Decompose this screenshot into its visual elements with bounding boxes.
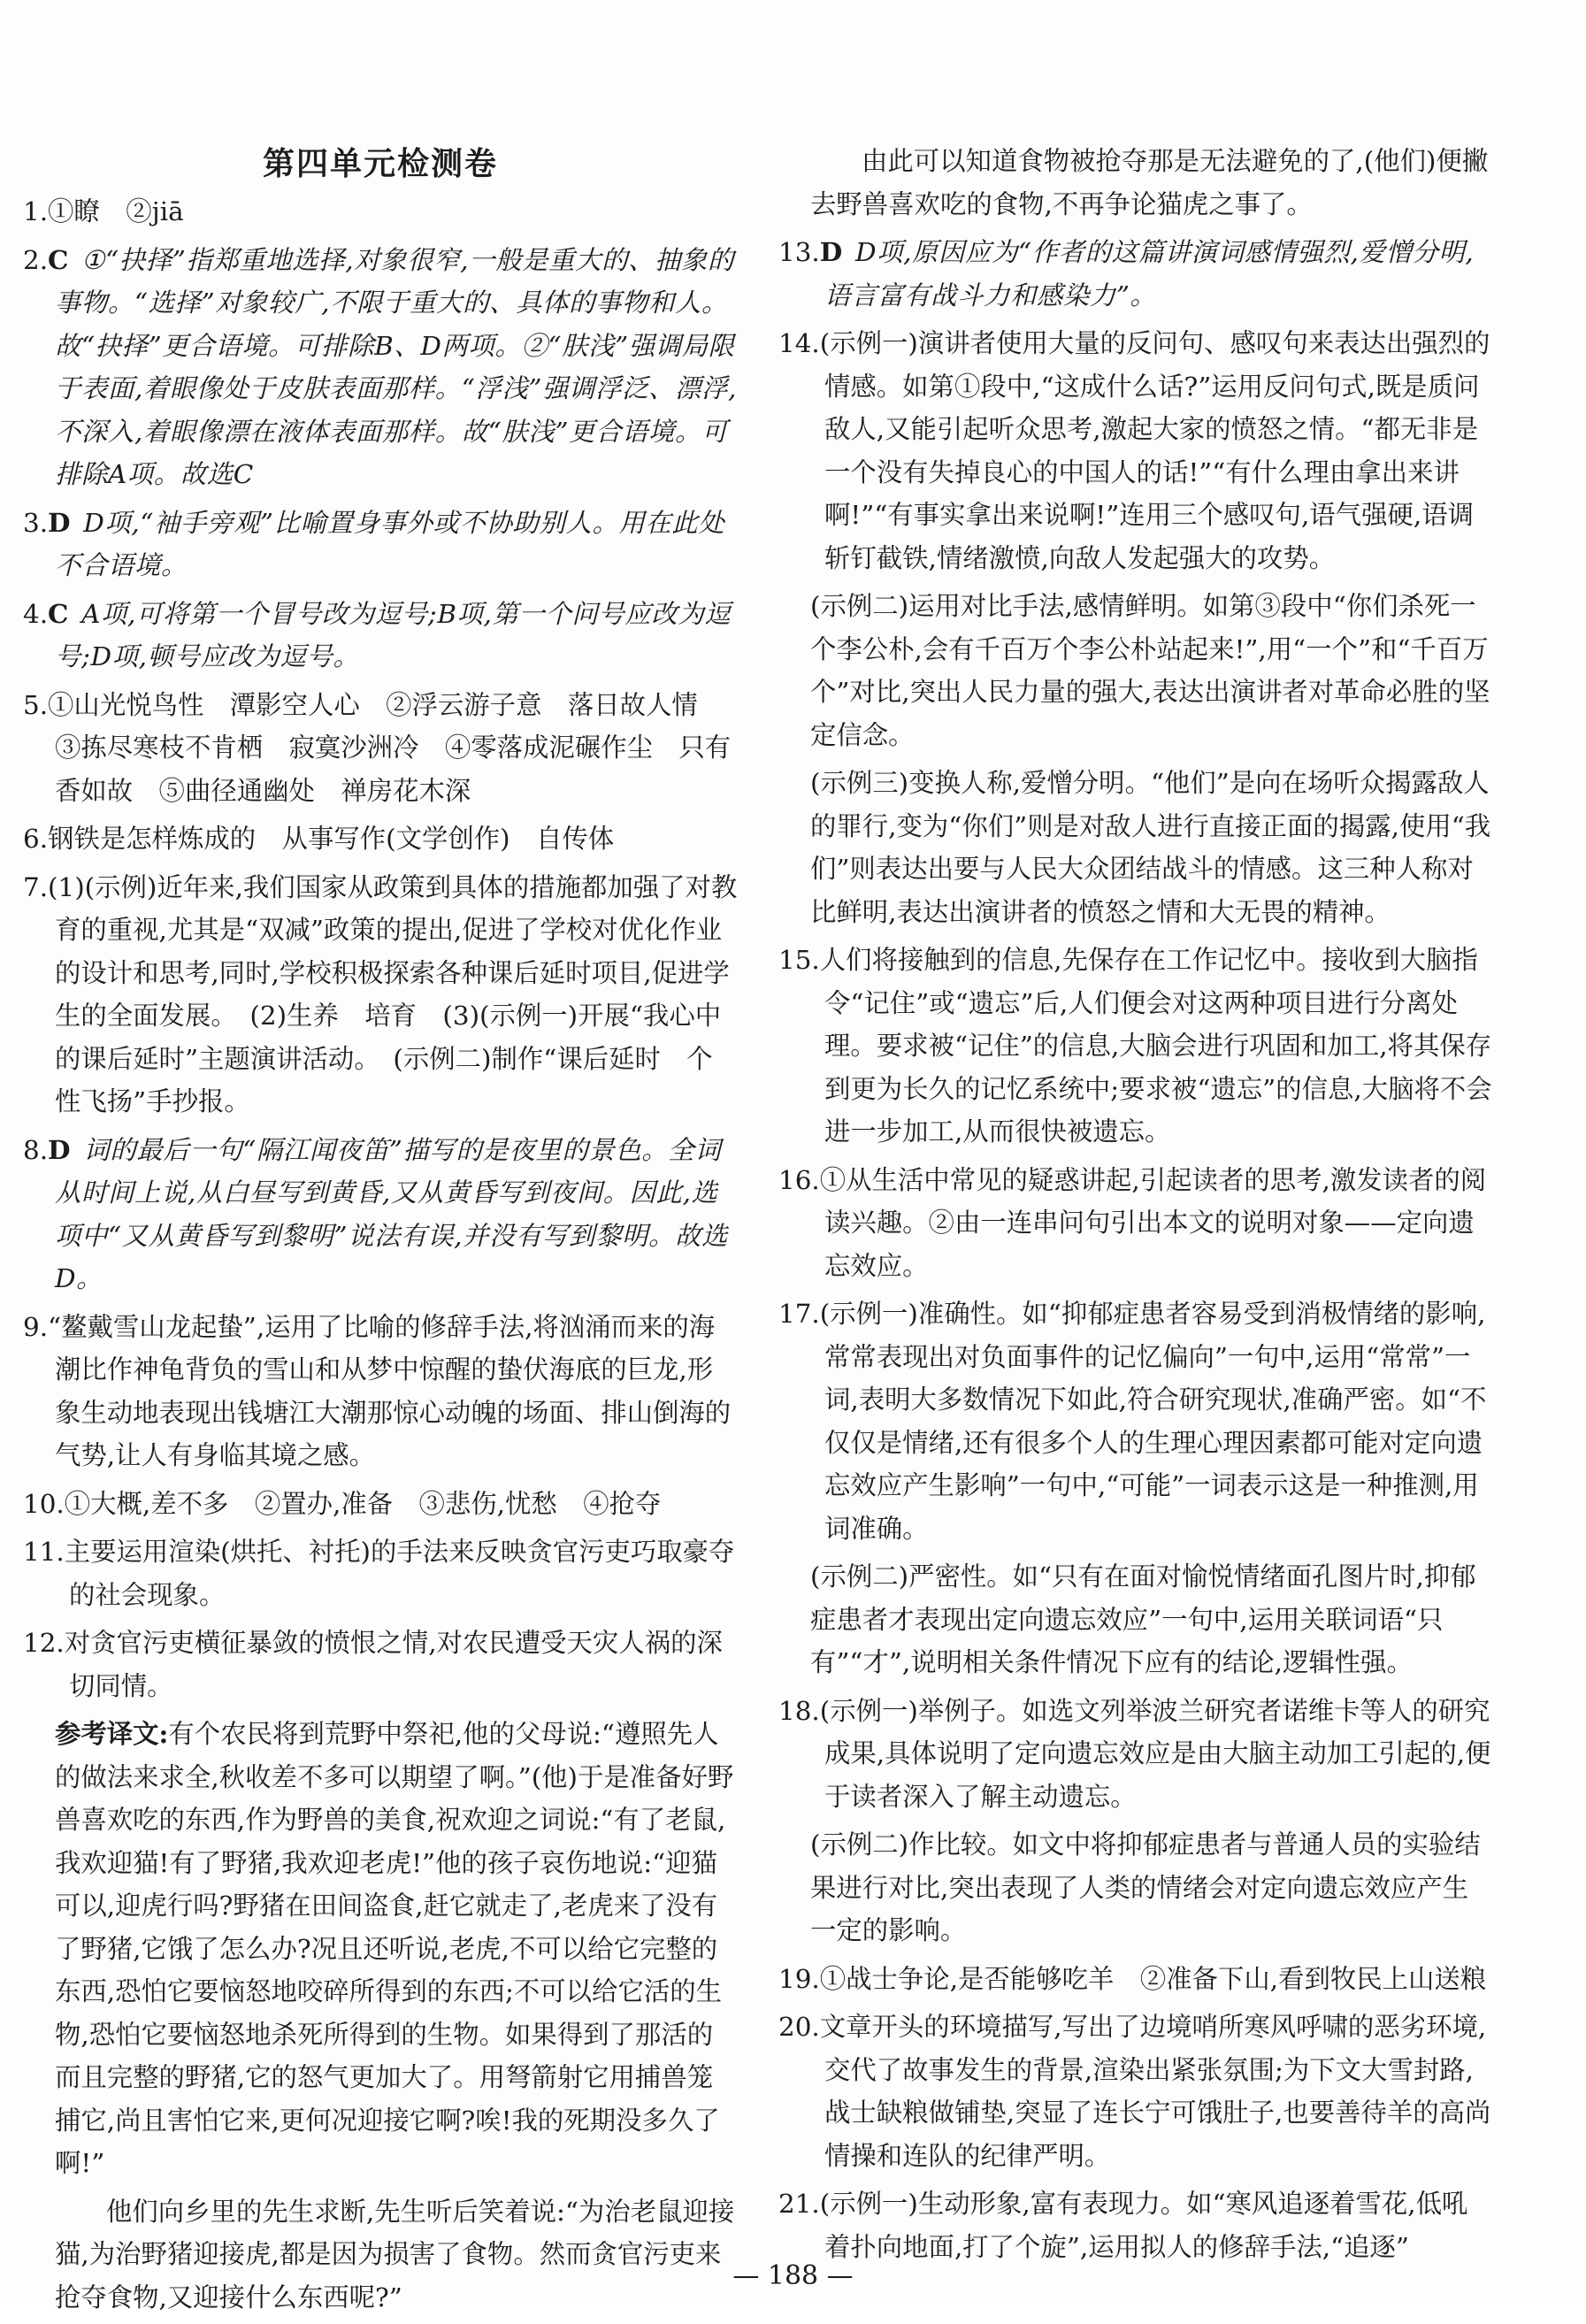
answer-item xyxy=(778,231,1493,317)
answer-item xyxy=(778,2006,1493,2177)
answer-item xyxy=(778,1159,1493,1288)
answer-choice: D xyxy=(48,1133,71,1165)
answer-item xyxy=(23,502,738,587)
item-text: ①从生活中常见的疑惑讲起,引起读者的思考,激发读者的阅读兴趣。②由一连串问句引出本文的说明对象——定向遗忘效应。 xyxy=(819,1164,1487,1281)
item-number: 2. xyxy=(23,244,49,275)
item-text: ①山光悦鸟性 潭影空人心 ②浮云游子意 落日故人情 ③拣尽寒枝不肯栖 寂寞沙洲冷 ④零落成泥碾作尘 只有香如故 ⑤曲径通幽处 禅房花木深 xyxy=(48,689,732,806)
answer-item xyxy=(23,684,738,813)
right-column xyxy=(778,140,1493,2274)
item-number: 14. xyxy=(778,328,820,358)
answer-choice: C xyxy=(48,597,69,629)
answer-item xyxy=(778,1292,1493,1550)
answer-item xyxy=(23,1129,738,1300)
item-text: ①“抉择”指郑重地选择,对象很窄,一般是重大的、抽象的事物。“选择”对象较广,不限于重大的、具体的事物和人。故“抉择”更合语境。可排除B、D两项。②“肤浅”强调局限于表面,着眼像处于皮肤表面那样。“浮浅”强调浮泛、漂浮,不深入,着眼像漂在液体表面那样。故“肤浅”更合语境。可排除A项。故选C xyxy=(55,244,737,489)
item-number: 13. xyxy=(778,237,820,267)
item-text: “鳌戴雪山龙起蛰”,运用了比喻的修辞手法,将汹涌而来的海潮比作神龟背负的雪山和从梦中惊醒的蛰伏海底的巨龙,形象生动地表现出钱塘江大潮那惊心动魄的场面、排山倒海的气势,让人有身临其境之感。 xyxy=(48,1311,732,1470)
answer-item xyxy=(778,585,1493,756)
item-number: 5. xyxy=(23,689,49,720)
left-column xyxy=(23,137,738,2324)
answer-item xyxy=(23,1306,738,1477)
answer-item xyxy=(23,866,738,1124)
item-number: 21. xyxy=(778,2189,820,2219)
item-text: D项,“袖手旁观”比喻置身事外或不协助别人。用在此处不合语境。 xyxy=(55,507,725,580)
item-number: 19. xyxy=(778,1963,820,1994)
item-number: 16. xyxy=(778,1164,820,1195)
left-answer-list xyxy=(23,190,738,1707)
item-number: 7. xyxy=(23,871,49,902)
item-text: 文章开头的环境描写,写出了边境哨所寒风呼啸的恶劣环境,交代了故事发生的背景,渲染出紧张氛围;为下文大雪封路,战士缺粮做铺垫,突显了连长宁可饿肚子,也要善待羊的高尚情操和连队的纪律严明。 xyxy=(819,2012,1491,2171)
item-number: 10. xyxy=(23,1488,65,1519)
item-number: 11. xyxy=(23,1537,65,1567)
item-number: 9. xyxy=(23,1311,49,1342)
answer-item xyxy=(23,1622,738,1707)
item-number: 15. xyxy=(778,945,820,975)
answer-item xyxy=(23,1483,738,1526)
item-text: (示例三)变换人称,爱憎分明。“他们”是向在场听众揭露敌人的罪行,变为“你们”则是对敌人进行直接正面的揭露,使用“我们”则表达出要与人民大众团结战斗的情感。这三种人称对比鲜明,表达出演讲者的愤怒之情和大无畏的精神。 xyxy=(810,768,1491,927)
item-number: 12. xyxy=(23,1628,65,1658)
page-title: 第四单元检测卷 xyxy=(262,145,498,182)
answer-item xyxy=(778,1823,1493,1952)
right-answer-list xyxy=(778,231,1493,2268)
answer-choice: D xyxy=(48,506,71,538)
item-text: (示例二)运用对比手法,感情鲜明。如第③段中“你们杀死一个李公朴,会有千百万个李公朴站起来!”,用“一个”和“千百万个”对比,突出人民力量的强大,表达出演讲者对革命必胜的坚定信念。 xyxy=(810,591,1490,750)
answer-item xyxy=(778,1958,1493,2001)
item-text: 人们将接触到的信息,先保存在工作记忆中。接收到大脑指令“记住”或“遗忘”后,人们便会对这两种项目进行分离处理。要求被“记住”的信息,大脑会进行巩固和加工,将其保存到更为长久的记忆系统中;要求被“遗忘”的信息,大脑将不会进一步加工,从而很快被遗忘。 xyxy=(819,945,1492,1147)
item-number: 6. xyxy=(23,824,49,854)
item-text: A项,可将第一个冒号改为逗号;B项,第一个问号应改为逗号;D项,顿号应改为逗号。 xyxy=(55,598,732,671)
item-text: 词的最后一句“隔江闻夜笛”描写的是夜里的景色。全词从时间上说,从白昼写到黄昏,又从黄昏写到夜间。因此,选项中“又从黄昏写到黎明”说法有误,并没有写到黎明。故选D。 xyxy=(55,1134,728,1293)
answer-item xyxy=(23,190,738,234)
item-number: 4. xyxy=(23,598,49,629)
item-number: 1. xyxy=(23,196,49,226)
answer-item xyxy=(23,239,738,496)
item-text: D项,原因应为“作者的这篇讲演词感情强烈,爱憎分明,语言富有战斗力和感染力”。 xyxy=(824,237,1475,311)
answer-item xyxy=(778,2182,1493,2268)
item-text: (示例二)严密性。如“只有在面对愉悦情绪面孔图片时,抑郁症患者才表现出定向遗忘效应”一句中,运用关联词语“只有”“才”,说明相关条件情况下应有的结论,逻辑性强。 xyxy=(810,1561,1476,1677)
translation-paragraph xyxy=(23,1713,738,2185)
answer-item xyxy=(778,939,1493,1154)
answer-choice: C xyxy=(48,243,69,275)
item-text: 钢铁是怎样炼成的 从事写作(文学创作) 自传体 xyxy=(48,824,615,854)
answer-item xyxy=(23,593,738,679)
translation-continued: 由此可以知道食物被抢夺那是无法避免的了,(他们)便撇去野兽喜欢吃的食物,不再争论猫虎之事了。 xyxy=(810,146,1489,219)
item-text: 主要运用渲染(烘托、衬托)的手法来反映贪官污吏巧取豪夺的社会现象。 xyxy=(64,1537,735,1610)
translation-label: 参考译文: xyxy=(55,1718,169,1749)
page-number: — 188 — xyxy=(732,2260,854,2291)
answer-item xyxy=(778,322,1493,579)
item-text: ①战士争论,是否能够吃羊 ②准备下山,看到牧民上山送粮 xyxy=(819,1963,1487,1994)
item-text: (示例二)作比较。如文中将抑郁症患者与普通人员的实验结果进行对比,突出表现了人类的情绪会对定向遗忘效应产生一定的影响。 xyxy=(810,1829,1481,1945)
item-text: ①大概,差不多 ②置办,准备 ③悲伤,忧愁 ④抢夺 xyxy=(64,1488,662,1519)
item-text: (1)(示例)近年来,我们国家从政策到具体的措施都加强了对教育的重视,尤其是“双减”政策的提出,促进了学校对优化作业的设计和思考,同时,学校积极探索各种课后延时项目,促进学生的全面发展。 (2)生养 培育 (3)(示例一)开展“我心中的课后延时”主题演讲活动。 (示例二)制作“课后延时 个性飞扬”手抄报。 xyxy=(48,871,738,1116)
item-text: ①瞭 ②jiā xyxy=(48,196,184,226)
answer-item xyxy=(23,817,738,861)
item-number: 18. xyxy=(778,1695,820,1726)
item-number: 8. xyxy=(23,1134,49,1165)
answer-item xyxy=(778,1555,1493,1684)
item-text: (示例一)举例子。如选文列举波兰研究者诺维卡等人的研究成果,具体说明了定向遗忘效应是由大脑主动加工引起的,便于读者深入了解主动遗忘。 xyxy=(819,1695,1491,1812)
item-number: 20. xyxy=(778,2012,820,2042)
answer-choice: D xyxy=(819,236,843,267)
item-text: (示例一)生动形象,富有表现力。如“寒风追逐着雪花,低吼着扑向地面,打了个旋”,运用拟人的修辞手法,“追逐” xyxy=(819,2189,1468,2262)
translation-text: 有个农民将到荒野中祭祀,他的父母说:“遵照先人的做法来求全,秋收差不多可以期望了啊。”(他)于是准备好野兽喜欢吃的东西,作为野兽的美食,祝欢迎之词说:“有了老鼠,我欢迎猫!有了野猪,我欢迎老虎!”他的孩子哀伤地说:“迎猫可以,迎虎行吗?野猪在田间盗食,赶它就走了,老虎来了没有了野猪,它饿了怎么办?况且还听说,老虎,不可以给它完整的东西,恐怕它要恼怒地咬碎所得到的东西;不可以给它活的生物,恐怕它要恼怒地杀死所得到的生物。如果得到了那活的而且完整的野猪,它的怒气更加大了。用弩箭射它用捕兽笼捕它,尚且害怕它来,更何况迎接它啊?唉!我的死期没多久了啊!” xyxy=(55,1719,734,2178)
item-text: (示例一)准确性。如“抑郁症患者容易受到消极情绪的影响,常常表现出对负面事件的记忆偏向”一句中,运用“常常”一词,表明大多数情况下如此,符合研究现状,准确严密。如“不仅仅是情绪,还有很多个人的生理心理因素都可能对定向遗忘效应产生影响”一句中,“可能”一词表示这是一种推测,用词准确。 xyxy=(819,1299,1487,1544)
answer-item xyxy=(778,1690,1493,1819)
item-number: 17. xyxy=(778,1299,820,1329)
item-text: (示例一)演讲者使用大量的反问句、感叹句来表达出强烈的情感。如第①段中,“这成什么话?”运用反问句式,既是质问敌人,又能引起听众思考,激起大家的愤怒之情。“都无非是一个没有失掉良心的中国人的话!”“有什么理由拿出来讲啊!”“有事实拿出来说啊!”连用三个感叹句,语气强硬,语调斩钉截铁,情绪激愤,向敌人发起强大的攻势。 xyxy=(819,328,1490,573)
translation-paragraph-2: 他们向乡里的先生求断,先生听后笑着说:“为治老鼠迎接猫,为治野猪迎接虎,都是因为损害了食物。然而贪官污吏来抢夺食物,又迎接什么东西呢?” xyxy=(55,2196,735,2312)
item-text: 对贪官污吏横征暴敛的愤恨之情,对农民遭受天灾人祸的深切同情。 xyxy=(64,1628,723,1701)
answer-item xyxy=(778,762,1493,933)
answer-item xyxy=(23,1530,738,1616)
item-number: 3. xyxy=(23,507,49,538)
